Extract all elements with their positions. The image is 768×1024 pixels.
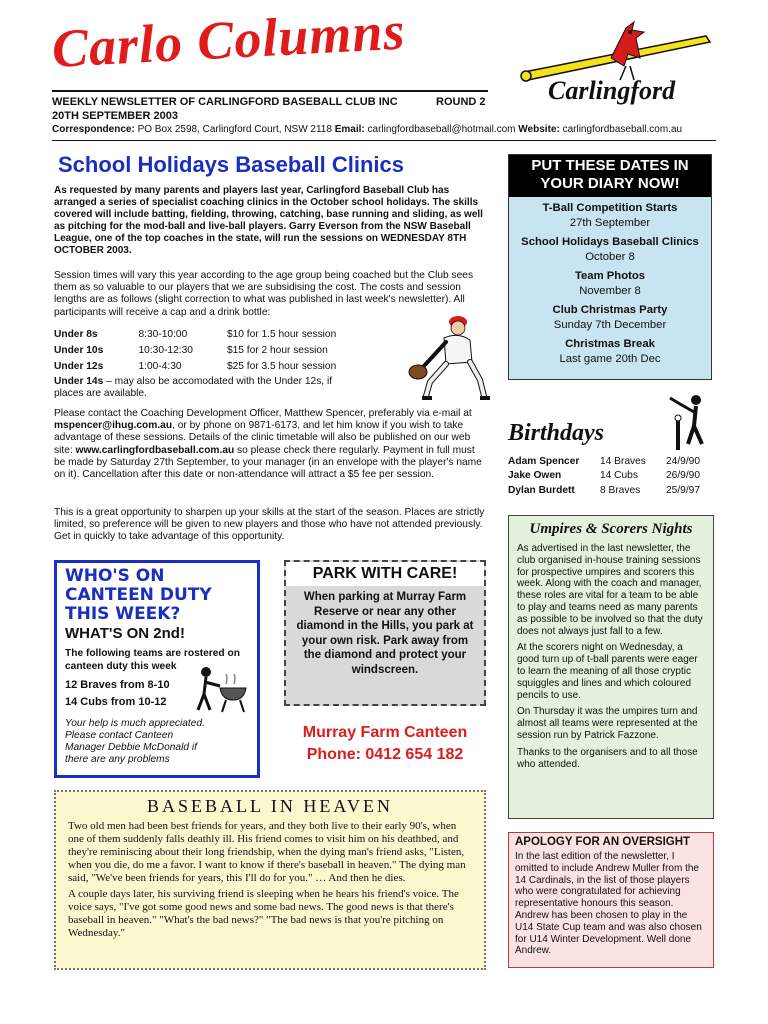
canteen-name: Murray Farm Canteen (302, 724, 468, 741)
birthday-team: 14 Cubs (600, 470, 638, 482)
birthday-name: Adam Spencer (508, 455, 580, 467)
contact-line (52, 124, 682, 135)
umpires-paragraph: On Thursday it was the umpires turn and almost all teams were represented at the session run by Patrick Fazzone. (517, 706, 698, 741)
diary-item (509, 269, 711, 299)
under14-note (54, 376, 354, 400)
park-warning-box (284, 560, 486, 706)
roster-team: 14 Cubs from 10-12 (65, 696, 167, 708)
diary-date: Last game 20th Dec (559, 353, 661, 365)
club-site-link[interactable]: www.carlingfordbaseball.com.au (75, 444, 235, 456)
birthday-row (508, 483, 718, 498)
clinics-contact-info (54, 408, 488, 481)
apology-text: In the last edition of the newsletter, I omitted to include Andrew Muller from the 14 Cardinals, in the list of those players who were congratulated for achieving representative honours this season. Andrew has been chosen to play in the U14 State Cup team and was also chosen for U14 Winter Development. Well done Andrew. (515, 851, 702, 957)
diary-heading: PUT THESE DATES IN YOUR DIARY NOW! (509, 155, 711, 197)
diary-date: 27th September (569, 217, 651, 229)
session-time: 8:30-10:00 (138, 328, 188, 340)
website-link[interactable]: carlingfordbaseball.com.au (562, 124, 683, 135)
email-link[interactable]: carlingfordbaseball@hotmail.com (367, 124, 516, 135)
joke-box (54, 790, 486, 970)
canteen-subheading: WHAT'S ON 2nd! (65, 625, 185, 642)
newsletter-subtitle: WEEKLY NEWSLETTER OF CARLINGFORD BASEBALL CLUB INC (52, 96, 398, 108)
issue-date: 20TH SEPTEMBER 2003 (52, 110, 178, 122)
session-group: Under 8s (54, 328, 98, 340)
bbq-chef-icon (190, 664, 250, 714)
birthday-date: 26/9/90 (666, 470, 700, 482)
roster-team: 12 Braves from 8-10 (65, 679, 170, 691)
newsletter-title: Carlo Columns (50, 0, 407, 79)
diary-event: Team Photos (574, 270, 646, 282)
apology-box (508, 832, 714, 968)
birthdays-list (508, 454, 718, 498)
diary-item (509, 303, 711, 333)
canteen-phone: Phone: 0412 654 182 (306, 746, 464, 763)
diary-list (509, 197, 711, 367)
contact-label: Correspondence: (52, 124, 135, 135)
birthday-name: Jake Owen (508, 470, 562, 482)
diary-item (509, 235, 711, 265)
clinics-session-info: Session times will vary this year according to the age group being coached but the Club sees them as so valuable to our players that we are subsidising the cost. The costs and session lengths are as follows (slight correction to what was published in last week's newsletter). All participants will receive a cap and a drink bottle: (54, 270, 474, 318)
diary-date: Sunday 7th December (553, 319, 667, 331)
diary-event: Christmas Break (565, 338, 655, 350)
session-cost: $15 for 2 hour session (226, 344, 328, 356)
under14-text: – may also be accomodated with the Under 12s, if places are available. (54, 376, 333, 400)
session-row (54, 342, 394, 358)
birthday-team: 14 Braves (600, 455, 646, 467)
website-label: Website: (518, 124, 560, 135)
diary-event: Club Christmas Party (552, 304, 668, 316)
batter-silhouette-icon (658, 392, 714, 454)
session-cost: $10 for 1.5 hour session (226, 328, 337, 340)
session-time: 1:00-4:30 (138, 360, 182, 372)
diary-dates-box (508, 154, 712, 380)
logo-wordmark: Carlingford (548, 76, 676, 105)
birthday-row (508, 454, 718, 469)
birthday-date: 25/9/97 (666, 484, 700, 496)
park-text: When parking at Murray Farm Reserve or near any other diamond in the Hills, you park at your own risk. Park away from the diamond and protect your windscreen. (296, 591, 474, 676)
session-group: Under 10s (54, 344, 104, 356)
birthday-date: 24/9/90 (666, 455, 700, 467)
umpires-paragraph: At the scorers night on Wednesday, a good turn up of t-ball parents were eager to learn the meaning of all those cryptic squiggles and lines and which coloured pencils to use. (517, 642, 698, 701)
header-divider (52, 140, 716, 141)
masthead-divider (52, 90, 488, 92)
canteen-heading: WHO'S ON CANTEEN DUTY THIS WEEK? (65, 566, 212, 624)
apology-heading: APOLOGY FOR AN OVERSIGHT (515, 836, 691, 848)
diary-date: November 8 (579, 285, 641, 297)
diary-event: T-Ball Competition Starts (542, 202, 678, 214)
diary-item (509, 337, 711, 367)
diary-event: School Holidays Baseball Clinics (521, 236, 699, 248)
email-label: Email: (334, 124, 365, 135)
session-time: 10:30-12:30 (138, 344, 193, 356)
round-label: ROUND 2 (436, 96, 486, 108)
diary-item (509, 201, 711, 231)
session-table (54, 326, 394, 374)
birthday-name: Dylan Burdett (508, 484, 575, 496)
coach-email-link[interactable]: mspencer@ihug.com.au (54, 420, 173, 432)
session-group: Under 12s (54, 360, 104, 372)
contact-text-b: , or by phone on 9871-6173, and let him know if you wish to take advantage of these sessions. Details of the clinic timetable will also be published on our web site: (54, 420, 471, 456)
canteen-intro: The following teams are rostered on canteen duty this week (65, 648, 240, 672)
clinics-heading: School Holidays Baseball Clinics (58, 152, 404, 177)
club-logo-icon (516, 18, 716, 123)
umpires-paragraph: As advertised in the last newsletter, the club organised in-house training sessions for prospective umpires and scorers this week. Along with the coach and manager, these roles are vital for a team to be able to play and teams need as many parents as possible to be involved so that the duty does not always just fall to a few. (517, 543, 703, 637)
umpires-paragraph: Thanks to the organisers and to all those who attended. (517, 746, 698, 770)
session-cost: $25 for 3.5 hour session (226, 360, 337, 372)
birthday-team: 8 Braves (600, 484, 641, 496)
umpires-heading: Umpires & Scorers Nights (529, 521, 693, 537)
umpires-box (508, 515, 714, 819)
postal-address: PO Box 2598, Carlingford Court, NSW 2118 (137, 124, 332, 135)
fielder-illustration-icon (400, 312, 492, 400)
joke-paragraph: Two old men had been best friends for years, and they both live to their early 90's, when one of them suddenly falls deathly ill. His friend comes to visit him on his deathbed, and they're reminiscing about their long friendship, when the dying man's friend asks, "Listen, when you die, do me a favor. I want to know if there's baseball in heaven." The dying man said, "We've been friends for years, this I'll do for you." … And then he dies. (68, 820, 466, 884)
contact-text-a: Please contact the Coaching Development Officer, Matthew Spencer, preferably via e-mail at (54, 408, 472, 419)
park-heading: PARK WITH CARE! (286, 562, 484, 586)
clinics-intro: As requested by many parents and players last year, Carlingford Baseball Club has arranged a series of specialist coaching clinics in the October school holidays. The skills covered will include batting, fielding, throwing, catching, base running and sliding, as well as pitching for the mod-ball and live-ball players. Garry Everson from the NSW Baseball League, one of the top coaches in the state, will run the sessions on WEDNESDAY 8TH OCTOBER 2003. (54, 185, 483, 256)
birthday-row (508, 469, 718, 484)
joke-paragraph: A couple days later, his surviving friend is sleeping when he hears his friend's voice. The voice says, "I've got some good news and some bad news. The good news is that there's baseball in heaven." "What's the bad news?" "The bad news is that you're pitching on Wednesday." (68, 888, 459, 939)
birthdays-heading: Birthdays (508, 420, 605, 446)
canteen-note: Your help is much appreciated. Please contact Canteen Manager Debbie McDonald if there are any problems (65, 718, 205, 765)
session-row (54, 326, 394, 342)
joke-heading: BASEBALL IN HEAVEN (147, 796, 393, 816)
session-row (54, 358, 394, 374)
contact-text-c: so please check there regularly. Payment in full must be made by Saturday 27th September, to your manager (in an envelope with the player's name on it). Cancellation after this date or non-attendance will attract a $5 fee per session. (54, 444, 482, 481)
under14-label: Under 14s (54, 376, 104, 387)
clinics-closing: This is a great opportunity to sharpen up your skills at the start of the season. Places are strictly limited, so preference will be given to new players and those who have not attended previously. Get in quickly to take advantage of this opportunity. (54, 507, 485, 543)
diary-date: October 8 (585, 251, 635, 263)
